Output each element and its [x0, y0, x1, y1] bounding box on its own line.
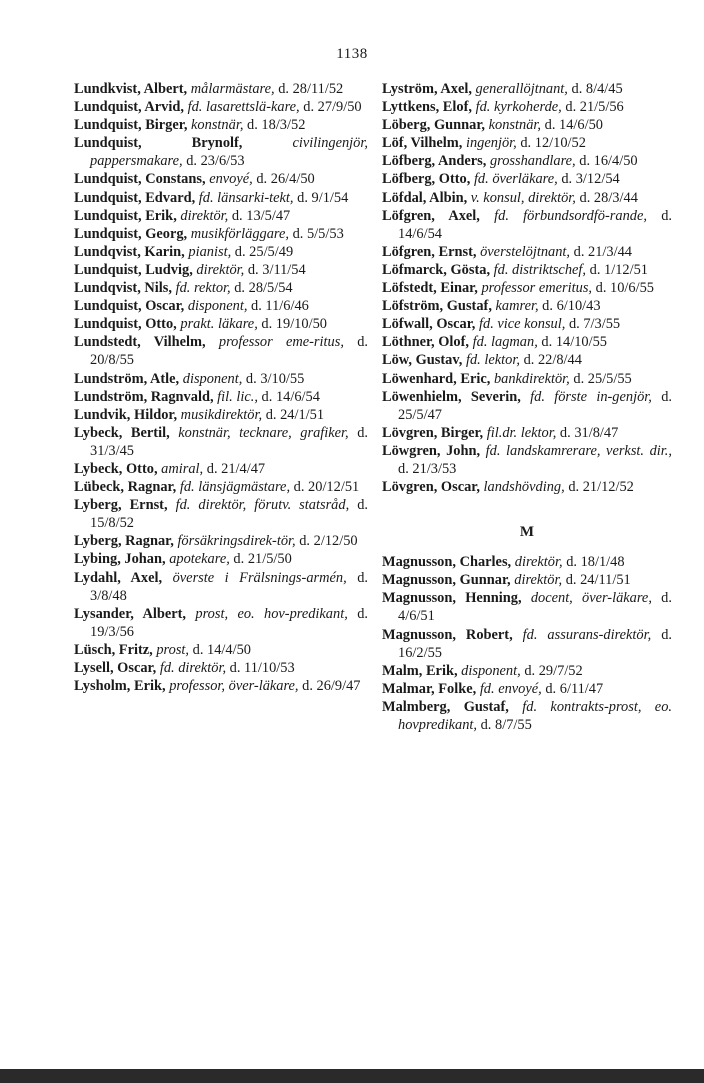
register-entry: [382, 571, 672, 589]
entry-name: Lyttkens, Elof,: [382, 99, 472, 116]
entry-title: bankdirektör,: [493, 370, 570, 387]
entry-name: Malm, Erik,: [382, 662, 458, 679]
entry-name: Lundkvist, Albert,: [74, 81, 188, 97]
entry-title: fd. distriktschef,: [493, 261, 587, 278]
entry-name: Löberg, Gunnar,: [382, 117, 486, 134]
entry-title: professor eme-ritus,: [218, 334, 344, 351]
entry-death-date: d. 14/6/54: [261, 388, 320, 405]
entry-death-date: d. 8/4/45: [571, 81, 623, 97]
entry-name: Magnusson, Charles,: [382, 554, 512, 571]
entry-title: v. konsul, direktör,: [470, 189, 576, 206]
entry-title: fd. direktör,: [159, 660, 227, 676]
register-entry: [382, 351, 672, 369]
entry-title: fd. överläkare,: [473, 171, 558, 188]
entry-death-date: d. 1/12/51: [589, 261, 648, 278]
register-entry: [382, 589, 672, 625]
entry-title: överstelöjtnant,: [480, 243, 571, 260]
entry-title: fd. lektor,: [465, 352, 520, 369]
entry-name: Löfmarck, Gösta,: [382, 261, 491, 278]
entry-death-date: d. 21/5/56: [565, 99, 624, 116]
entry-title: generallöjtnant,: [475, 81, 568, 97]
register-entry: [382, 189, 672, 207]
entry-title: professor, över-läkare,: [169, 678, 299, 695]
entry-name: Lyberg, Ernst,: [74, 497, 168, 514]
entry-death-date: d. 22/8/44: [523, 352, 582, 369]
register-entry: [382, 442, 672, 478]
entry-title: fd. assurans-direktör,: [522, 626, 652, 643]
entry-name: Löfström, Gustaf,: [382, 298, 492, 315]
entry-death-date: d. 27/9/50: [303, 99, 362, 116]
register-entry: [74, 315, 368, 333]
entry-title: målarmästare,: [190, 81, 275, 97]
entry-name: Magnusson, Henning,: [382, 590, 522, 607]
register-entry: [382, 243, 672, 261]
entry-title: prakt. läkare,: [180, 316, 258, 333]
entry-title: disponent,: [182, 370, 243, 387]
entry-title: överste i Frälsnings-armén,: [172, 569, 347, 586]
entry-death-date: d. 24/11/51: [565, 572, 631, 589]
entry-name: Lydahl, Axel,: [74, 569, 163, 586]
register-entry: [74, 116, 368, 134]
entry-death-date: d. 3/8/48: [90, 569, 368, 604]
entry-name: Lövgren, Birger,: [382, 424, 484, 441]
entry-title: fil.dr. lektor,: [486, 424, 557, 441]
entry-name: Lundquist, Erik,: [74, 207, 177, 224]
entry-name: Lybeck, Bertil,: [74, 424, 170, 441]
entry-death-date: d. 11/10/53: [229, 660, 295, 676]
entry-name: Lundström, Atle,: [74, 370, 180, 387]
entry-name: Lundström, Ragnvald,: [74, 388, 214, 405]
entry-death-date: d. 24/1/51: [265, 406, 325, 423]
entry-title: fd. vice konsul,: [479, 316, 566, 333]
entry-death-date: d. 3/12/54: [561, 171, 620, 188]
entry-death-date: d. 11/6/46: [251, 298, 309, 315]
entry-title: direktör,: [514, 572, 563, 589]
entry-title: fd. kontrakts-prost, eo. hovpredikant,: [398, 698, 672, 733]
register-entry: [74, 225, 368, 243]
entry-death-date: d. 21/12/52: [568, 479, 634, 496]
entry-death-date: d. 21/4/47: [206, 460, 266, 477]
entry-name: Löwgren, John,: [382, 442, 481, 459]
entry-death-date: d. 28/3/44: [579, 189, 638, 206]
entry-name: Lundstedt, Vilhelm,: [74, 334, 206, 351]
entry-name: Lövgren, Oscar,: [382, 479, 480, 496]
register-entry: [74, 333, 368, 369]
entry-death-date: d. 10/6/55: [595, 280, 655, 297]
register-entry: [382, 152, 672, 170]
entry-name: Löfgren, Ernst,: [382, 243, 477, 260]
entry-name: Löfgren, Axel,: [382, 207, 480, 224]
entry-title: fd. direktör, förutv. statsråd,: [175, 497, 350, 514]
entry-name: Löfberg, Otto,: [382, 171, 471, 188]
entry-title: fd. lasarettslä-kare,: [187, 99, 300, 116]
entry-name: Magnusson, Gunnar,: [382, 572, 511, 589]
right-column-top-list: [382, 80, 672, 496]
entry-death-date: d. 5/5/53: [292, 225, 344, 242]
entry-title: docent, över-läkare,: [530, 590, 652, 607]
entry-name: Löf, Vilhelm,: [382, 135, 463, 152]
right-column: [382, 80, 672, 734]
register-entry: [382, 279, 672, 297]
entry-title: apotekare,: [169, 551, 230, 568]
entry-death-date: d. 16/4/50: [579, 153, 638, 170]
entry-death-date: d. 14/6/50: [544, 117, 603, 134]
entry-death-date: d. 15/8/52: [90, 497, 368, 532]
register-entry: [382, 207, 672, 243]
entry-death-date: d. 31/3/45: [90, 424, 368, 459]
entry-title: prost,: [156, 641, 190, 658]
entry-name: Lundqvist, Nils,: [74, 280, 172, 297]
entry-death-date: d. 25/5/47: [398, 388, 672, 423]
register-entry: [382, 424, 672, 442]
entry-title: musikförläggare,: [190, 225, 289, 242]
entry-name: Lyberg, Ragnar,: [74, 533, 174, 550]
entry-name: Lundqvist, Karin,: [74, 243, 185, 260]
entry-title: fil. lic.,: [217, 388, 258, 405]
entry-death-date: d. 29/7/52: [524, 662, 583, 679]
entry-death-date: d. 7/3/55: [568, 316, 621, 333]
register-entry: [74, 532, 368, 550]
register-entry: [382, 315, 672, 333]
entry-name: Malmar, Folke,: [382, 680, 477, 697]
entry-death-date: d. 4/6/51: [398, 590, 672, 625]
entry-name: Löwenhard, Eric,: [382, 370, 491, 387]
entry-title: konstnär,: [191, 117, 244, 134]
entry-name: Löthner, Olof,: [382, 334, 470, 351]
register-entry: [382, 626, 672, 662]
register-entry: [74, 478, 368, 496]
register-entry: [74, 406, 368, 424]
register-entry: [382, 80, 672, 98]
register-entry: [74, 297, 368, 315]
register-entry: [74, 80, 368, 98]
register-entry: [74, 388, 368, 406]
entry-title: kamrer,: [495, 298, 539, 315]
entry-title: envoyé,: [209, 171, 253, 188]
entry-title: fd. förste in-genjör,: [530, 388, 652, 405]
entry-title: fd. förbundsordfö-rande,: [494, 207, 647, 224]
entry-name: Lundquist, Georg,: [74, 225, 188, 242]
entry-name: Lybing, Johan,: [74, 551, 166, 568]
entry-title: amiral,: [161, 460, 204, 477]
page-bottom-edge: [0, 1069, 704, 1083]
entry-death-date: d. 12/10/52: [520, 135, 586, 152]
entry-title: direktör,: [514, 554, 563, 571]
entry-title: disponent,: [461, 662, 521, 679]
register-entry: [74, 605, 368, 641]
entry-death-date: d. 25/5/55: [573, 370, 632, 387]
right-column-bottom-list: [382, 553, 672, 734]
entry-title: civilingenjör, pappersmakare,: [90, 135, 368, 170]
entry-death-date: d. 23/6/53: [186, 153, 245, 170]
register-entry: [74, 189, 368, 207]
entry-name: Lundquist, Oscar,: [74, 298, 185, 315]
entry-title: fd. länsarki-tekt,: [198, 189, 294, 206]
register-entry: [382, 297, 672, 315]
entry-name: Lundquist, Ludvig,: [74, 261, 193, 278]
entry-name: Lundquist, Arvid,: [74, 99, 184, 116]
entry-death-date: d. 18/1/48: [566, 554, 625, 571]
register-entry: [74, 98, 368, 116]
entry-title: fd. lagman,: [472, 334, 538, 351]
entry-name: Löfstedt, Einar,: [382, 280, 478, 297]
entry-death-date: d. 28/5/54: [234, 280, 293, 297]
entry-title: försäkringsdirek-tör,: [177, 533, 296, 550]
entry-title: ingenjör,: [465, 135, 517, 152]
entry-death-date: d. 8/7/55: [480, 717, 532, 733]
entry-name: Lundquist, Edvard,: [74, 189, 196, 206]
entry-death-date: d. 20/12/51: [293, 479, 360, 496]
register-entry: [74, 460, 368, 478]
entry-death-date: d. 19/3/56: [90, 605, 368, 640]
entry-title: direktör,: [180, 207, 229, 224]
entry-death-date: d. 2/12/50: [299, 533, 358, 550]
register-entry: [74, 677, 368, 695]
register-entry: [74, 424, 368, 460]
register-entry: [74, 659, 368, 677]
entry-name: Lundvik, Hildor,: [74, 406, 178, 423]
entry-death-date: d. 6/11/47: [545, 680, 604, 697]
register-entry: [74, 134, 368, 170]
register-entry: [74, 170, 368, 188]
left-column: [74, 80, 368, 695]
entry-death-date: d. 16/2/55: [398, 626, 672, 661]
entry-title: konstnär, tecknare, grafiker,: [178, 424, 349, 441]
entry-title: landshövding,: [483, 479, 565, 496]
entry-name: Löw, Gustav,: [382, 352, 463, 369]
entry-death-date: d. 19/10/50: [261, 316, 327, 333]
register-entry: [74, 370, 368, 388]
entry-name: Lyström, Axel,: [382, 81, 472, 97]
register-entry: [382, 333, 672, 351]
entry-title: prost, eo. hov-predikant,: [195, 605, 348, 622]
register-entry: [382, 662, 672, 680]
register-entry: [74, 261, 368, 279]
entry-title: fd. kyrkoherde,: [475, 99, 562, 116]
entry-name: Magnusson, Robert,: [382, 626, 513, 643]
entry-death-date: d. 26/4/50: [256, 171, 315, 188]
register-entry: [74, 243, 368, 261]
entry-death-date: d. 21/5/50: [233, 551, 292, 568]
register-entry: [74, 496, 368, 532]
register-entry: [382, 98, 672, 116]
entry-death-date: d. 20/8/55: [90, 334, 368, 369]
register-entry: [382, 553, 672, 571]
entry-name: Löwenhielm, Severin,: [382, 388, 521, 405]
entry-death-date: d. 28/11/52: [278, 81, 344, 97]
entry-title: konstnär,: [488, 117, 542, 134]
entry-name: Lysholm, Erik,: [74, 678, 166, 695]
entry-name: Lundquist, Otto,: [74, 316, 177, 333]
entry-name: Lundquist, Constans,: [74, 171, 206, 188]
entry-death-date: d. 14/6/54: [398, 207, 672, 242]
register-entry: [74, 641, 368, 659]
entry-death-date: d. 18/3/52: [247, 117, 306, 134]
entry-name: Lundquist, Brynolf,: [74, 135, 243, 152]
register-entry: [382, 698, 672, 734]
register-entry: [74, 279, 368, 297]
entry-name: Löfwall, Oscar,: [382, 316, 476, 333]
entry-title: fd. länsjägmästare,: [179, 479, 291, 496]
entry-death-date: d. 21/3/53: [398, 460, 457, 477]
entry-name: Lysander, Albert,: [74, 605, 187, 622]
entry-title: fd. landskamrerare, verkst. dir.,: [485, 442, 672, 459]
entry-name: Löfdal, Albin,: [382, 189, 468, 206]
register-entry: [382, 478, 672, 496]
entry-title: musikdirektör,: [180, 406, 263, 423]
entry-death-date: d. 6/10/43: [542, 298, 601, 315]
page-number: 1138: [336, 46, 368, 62]
entry-title: pianist,: [188, 243, 232, 260]
register-entry: [382, 116, 672, 134]
entry-title: professor emeritus,: [481, 280, 593, 297]
entry-death-date: d. 14/10/55: [541, 334, 607, 351]
register-entry: [74, 207, 368, 225]
entry-title: fd. envoyé,: [479, 680, 542, 697]
entry-death-date: d. 13/5/47: [231, 207, 291, 224]
entry-name: Lüsch, Fritz,: [74, 641, 153, 658]
entry-name: Lübeck, Ragnar,: [74, 479, 177, 496]
register-entry: [382, 370, 672, 388]
entry-death-date: d. 26/9/47: [302, 678, 361, 695]
entry-title: grosshandlare,: [489, 153, 576, 170]
register-entry: [74, 550, 368, 568]
entry-title: disponent,: [187, 298, 248, 315]
entry-death-date: d. 3/11/54: [247, 261, 306, 278]
register-entry: [382, 261, 672, 279]
entry-name: Löfberg, Anders,: [382, 153, 487, 170]
entry-name: Malmberg, Gustaf,: [382, 698, 509, 715]
register-entry: [74, 569, 368, 605]
register-entry: [382, 170, 672, 188]
entry-name: Lybeck, Otto,: [74, 460, 158, 477]
entry-name: Lundquist, Birger,: [74, 117, 188, 134]
entry-death-date: d. 31/8/47: [559, 424, 619, 441]
entry-death-date: d. 14/4/50: [192, 641, 251, 658]
register-entry: [382, 680, 672, 698]
section-letter-heading: M: [519, 524, 535, 541]
entry-death-date: d. 9/1/54: [297, 189, 349, 206]
entry-name: Lysell, Oscar,: [74, 660, 157, 676]
register-entry: [382, 388, 672, 424]
entry-title: direktör,: [196, 261, 245, 278]
entry-death-date: d. 25/5/49: [234, 243, 294, 260]
entry-death-date: d. 3/10/55: [245, 370, 305, 387]
entry-death-date: d. 21/3/44: [573, 243, 633, 260]
entry-title: fd. rektor,: [175, 280, 231, 297]
register-entry: [382, 134, 672, 152]
